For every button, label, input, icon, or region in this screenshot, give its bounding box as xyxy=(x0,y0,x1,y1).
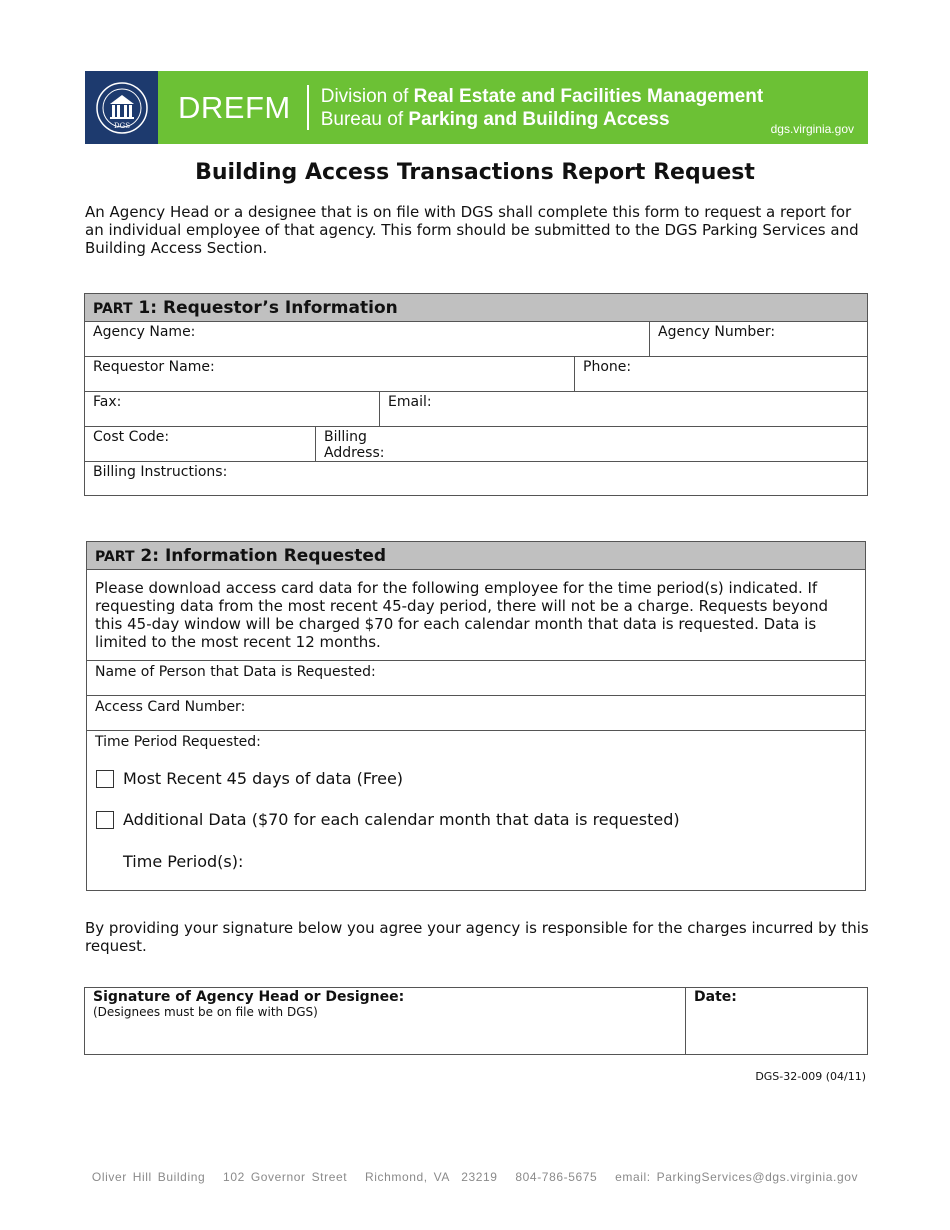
part1-heading-part: PART xyxy=(93,301,133,317)
part1-heading-rest: 1: Requestor’s Information xyxy=(132,298,398,318)
signature-note: (Designees must be on file with DGS) xyxy=(93,1005,318,1019)
requestor-name-field[interactable]: Requestor Name: xyxy=(93,359,215,375)
dgs-seal-icon xyxy=(94,80,150,136)
access-card-field[interactable]: Access Card Number: xyxy=(87,696,865,731)
agency-name-field[interactable]: Agency Name: xyxy=(93,324,196,340)
billing-address-input[interactable] xyxy=(405,427,867,461)
agency-number-field[interactable]: Agency Number: xyxy=(649,322,867,356)
time-period-label: Time Period Requested: xyxy=(95,734,261,750)
division-bold: Real Estate and Facilities Management xyxy=(413,85,764,107)
dgs-seal xyxy=(85,71,158,144)
division-line1 xyxy=(321,85,763,108)
billing-instructions-field[interactable]: Billing Instructions: xyxy=(93,464,228,480)
division-prefix: Division of xyxy=(320,85,414,107)
part1-section xyxy=(84,293,868,496)
intro-text: An Agency Head or a designee that is on file with DGS shall complete this form to request a report for an individual employee of that agency. This form should be submitted to the DGS Parking Services and Building Access Section. xyxy=(85,203,859,257)
cost-code-field[interactable]: Cost Code: xyxy=(93,429,170,445)
row-billing-instructions xyxy=(85,462,867,497)
part2-section xyxy=(86,541,866,891)
free-checkbox[interactable] xyxy=(96,770,114,788)
seal-text: DGS xyxy=(113,121,130,130)
header-banner xyxy=(85,71,868,144)
bureau-bold: Parking and Building Access xyxy=(408,108,670,130)
row-billing xyxy=(85,427,867,462)
paid-option-label: Additional Data ($70 for each calendar month that data is requested) xyxy=(123,810,680,829)
division-line2 xyxy=(321,108,763,131)
row-requestor xyxy=(85,357,867,392)
phone-field[interactable]: Phone: xyxy=(574,357,867,391)
paid-checkbox[interactable] xyxy=(96,811,114,829)
page-title: Building Access Transactions Report Request xyxy=(195,160,755,185)
division-name xyxy=(321,71,763,144)
option-paid xyxy=(96,810,680,829)
agreement-text: By providing your signature below you agree your agency is responsible for the charges incurred by this request. xyxy=(85,919,869,955)
banner-divider xyxy=(307,85,309,130)
part2-heading-part: PART xyxy=(95,549,135,565)
bureau-prefix: Bureau of xyxy=(320,108,409,130)
site-url: dgs.virginia.gov xyxy=(770,122,854,136)
billing-address-field[interactable]: Billing Address: xyxy=(315,427,405,461)
footer-address: Oliver Hill Building 102 Governor Street Richmond, VA 23219 804-786-5675 email: ParkingServices@dgs.virginia.gov xyxy=(91,1170,859,1184)
fax-field[interactable]: Fax: xyxy=(93,394,122,410)
date-field[interactable]: Date: xyxy=(685,988,867,1054)
signature-label: Signature of Agency Head or Designee: xyxy=(93,989,405,1005)
person-name-field[interactable]: Name of Person that Data is Requested: xyxy=(87,661,865,696)
time-periods-field[interactable]: Time Period(s): xyxy=(123,852,244,871)
signature-box xyxy=(84,987,868,1055)
part1-heading xyxy=(85,294,867,322)
signature-field[interactable] xyxy=(85,988,685,1054)
row-agency xyxy=(85,322,867,357)
row-fax xyxy=(85,392,867,427)
part2-heading xyxy=(87,542,865,570)
form-number: DGS-32-009 (04/11) xyxy=(755,1070,866,1083)
part2-heading-rest: 2: Information Requested xyxy=(134,546,387,566)
email-field[interactable]: Email: xyxy=(379,392,867,426)
free-option-label: Most Recent 45 days of data (Free) xyxy=(123,769,404,788)
part2-instructions: Please download access card data for the following employee for the time period(s) indicated. If requesting data from the most recent 45-day period, there will not be a charge. Requests beyond this 45-day window will be charged $70 for each calendar month that data is requested. Data is limited to the most recent 12 months. xyxy=(87,570,865,661)
drefm-label: DREFM xyxy=(178,90,291,125)
option-free xyxy=(96,769,403,788)
